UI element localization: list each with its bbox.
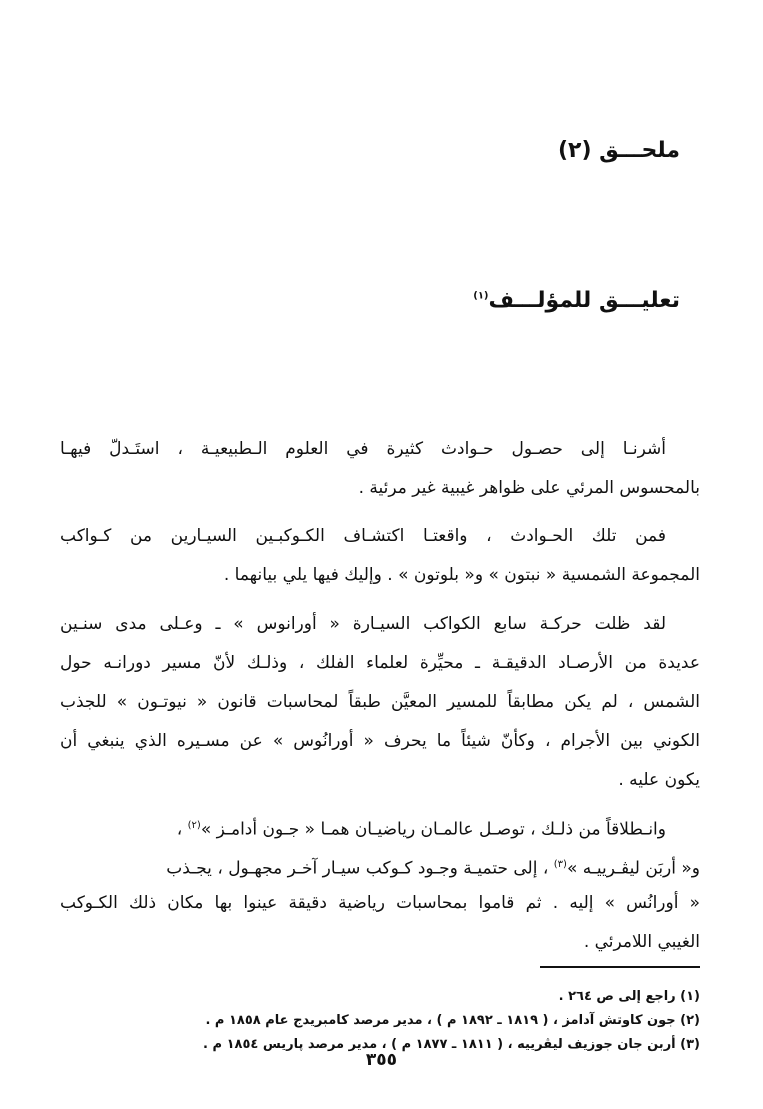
footnote-ref: (٣) [553,859,567,870]
footnote: (٣) أربن جان جوزيف ليڤرييه ، ( ١٨١١ ـ ١٨٧٧ م ) ، مدير مرصد پاريس ١٨٥٤ م . [203,1037,700,1052]
section-title-text: تعليـــق للمؤلـــف [488,288,680,313]
text: ، إلى حتميـة وجـود كـوكب سيـار آخـر مجهـول ، يجـذب [166,858,549,879]
text-line: الغيبي اللامرئي . [583,932,700,952]
text-line: وانـطلاقاً من ذلـك ، توصـل عالمـان رياضيـان همـا « جـون أدامـز »$^{(٢)}$ ، [176,819,666,840]
text-line: أشرنـا إلى حصـول حـوادث كثيرة في العلوم الـطبيعيـة ، استَـدلّ فيهـا [60,439,666,459]
paragraph-4 [60,806,700,962]
text-line: فمن تلك الحـوادث ، واقعتـا اكتشـاف الكـوكبـين السيـارين من كـواكب [60,526,666,546]
footnote-ref: (١) [473,290,489,302]
footnote: (١) راجع إلى ص ٢٦٤ . [558,989,700,1004]
footnote: (٢) جون كاوتش آدامز ، ( ١٨١٩ ـ ١٨٩٢ م ) ، مدير مرصد كامبريدج عام ١٨٥٨ م . [205,1013,700,1028]
text-line: الكوني بين الأجرام ، وكأنّ شيئاً ما يحرف « أورانُوس » عن مسـيره الذي ينبغي أن [60,731,700,751]
appendix-title: ملحـــق (٢) [557,138,680,163]
text-line: المجموعة الشمسية « نبتون » و« بلوتون » . وإليك فيها يلي بيانهما . [223,565,700,585]
text-line [60,845,700,884]
text-line: « أورانُس » إليه . ثم قاموا بمحاسبات رياضية دقيقة عينوا بها مكان ذلك الكـوكب [60,893,700,913]
footnotes [80,985,700,1057]
footnote-divider [540,966,700,968]
paragraph-2 [60,517,700,595]
footnote-ref: (٢) [187,820,201,831]
text: وانـطلاقاً من ذلـك ، توصـل عالمـان رياضيـان همـا « جـون أدامـز » [200,819,666,840]
text-line: عديدة من الأرصـاد الدقيقـة ـ محيِّرة لعلماء الفلك ، وذلـك لأنّ مسير دورانـه حول [60,653,700,673]
text-line: لقد ظلت حركـة سابع الكواكب السيـارة « أورانوس » ـ وعـلى مدى سنـين [60,614,666,634]
paragraph-1 [60,430,700,508]
page-number: ٣٥٥ [365,1050,398,1070]
paragraph-3 [60,605,700,800]
section-title [473,288,680,313]
text-line: بالمحسوس المرئي على ظواهر غيبية غير مرئية . [358,478,700,498]
text: و« أربَن ليڤـرييـه » [566,858,700,879]
text-line: الشمس ، لم يكن مطابقاً للمسير المعيَّن طبقاً لمحاسبات قانون « نيوتـون » للجذب [60,692,700,712]
text-line: يكون عليه . [618,770,700,790]
